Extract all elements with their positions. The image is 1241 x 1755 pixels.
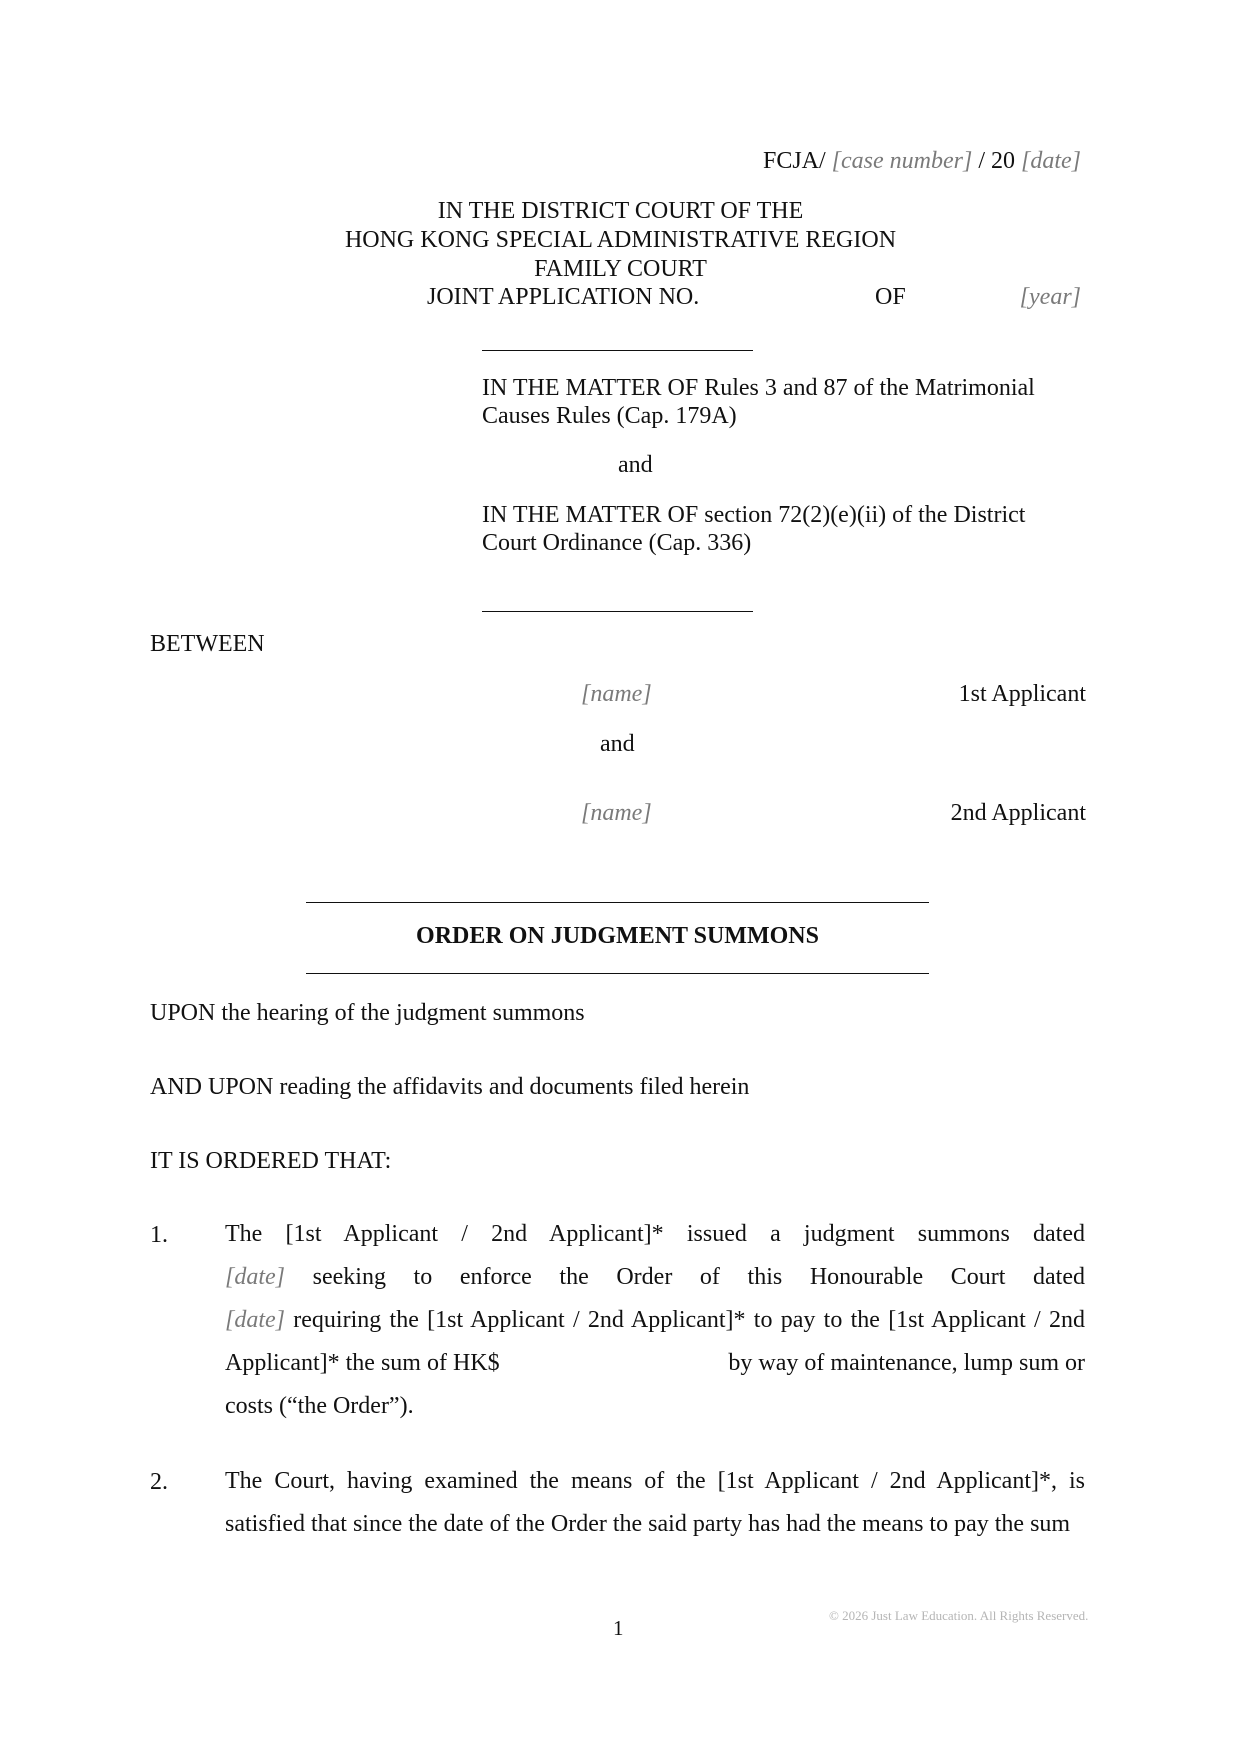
divider-rule: [482, 611, 753, 612]
parties-and: and: [600, 731, 635, 757]
case-ref-prefix: FCJA/: [762, 148, 826, 174]
title-top-rule: [306, 902, 929, 903]
copyright-notice: © 2026 Just Law Education. All Rights Reserved.: [829, 1608, 1089, 1623]
between-label: BETWEEN: [150, 631, 265, 657]
year-placeholder: [year]: [1019, 284, 1081, 310]
paragraph-2-line: satisfied that since the date of the Order the said party has had the means to pay the sum: [225, 1511, 1071, 1537]
matter-second-line1: IN THE MATTER OF section 72(2)(e)(ii) of the District: [482, 502, 1026, 528]
title-bottom-rule: [306, 973, 929, 974]
application-of-label: OF: [875, 284, 906, 310]
divider-rule: [482, 350, 753, 351]
second-party-name-placeholder: [name]: [581, 800, 652, 826]
case-reference: [763, 148, 1081, 175]
first-party-role: 1st Applicant: [958, 681, 1086, 707]
paragraph-1: [225, 1213, 1085, 1428]
recital-reading: AND UPON reading the affidavits and documents filed herein: [150, 1074, 750, 1100]
order-date-placeholder: [date]: [225, 1307, 285, 1333]
recital-hearing: UPON the hearing of the judgment summons: [150, 1000, 585, 1026]
page-number: 1: [613, 1616, 624, 1640]
court-heading-line1: IN THE DISTRICT COURT OF THE: [437, 198, 804, 224]
paragraph-2: [225, 1460, 1085, 1546]
matter-and: and: [618, 452, 653, 478]
court-heading-line3: FAMILY COURT: [534, 256, 707, 282]
paragraph-1-line: costs (“the Order”).: [225, 1393, 414, 1419]
paragraph-1-line: [225, 1342, 1085, 1385]
matter-first-line2: Causes Rules (Cap. 179A): [482, 403, 737, 429]
matter-second-line2: Court Ordinance (Cap. 336): [482, 530, 752, 556]
matter-first-line1: IN THE MATTER OF Rules 3 and 87 of the Matrimonial: [482, 375, 1035, 401]
paragraph-1-text: by way of maintenance, lump sum or: [728, 1350, 1085, 1376]
paragraph-2-line: The Court, having examined the means of the [1st Applicant / 2nd Applicant]*, is: [225, 1468, 1085, 1494]
paragraph-1-number: 1.: [150, 1222, 168, 1248]
case-date-placeholder: [date]: [1021, 148, 1081, 174]
case-ref-separator: / 20: [978, 148, 1015, 174]
second-party-role: 2nd Applicant: [950, 800, 1086, 826]
paragraph-1-text: seeking to enforce the Order of this Honourable Court dated: [312, 1264, 1085, 1290]
court-heading-line2: HONG KONG SPECIAL ADMINISTRATIVE REGION: [344, 227, 897, 253]
paragraph-1-line: [225, 1256, 1085, 1299]
case-number-placeholder: [case number]: [831, 148, 973, 174]
paragraph-1-line: The [1st Applicant / 2nd Applicant]* issued a judgment summons dated: [225, 1221, 1085, 1247]
application-number-label: JOINT APPLICATION NO.: [427, 284, 700, 310]
recital-ordered: IT IS ORDERED THAT:: [150, 1148, 392, 1174]
paragraph-1-text: Applicant]* the sum of HK$: [225, 1350, 500, 1376]
first-party-name-placeholder: [name]: [581, 681, 652, 707]
paragraph-2-number: 2.: [150, 1469, 168, 1495]
document-title: ORDER ON JUDGMENT SUMMONS: [416, 923, 819, 949]
paragraph-1-line: [225, 1299, 1085, 1342]
order-date-placeholder: [date]: [225, 1264, 285, 1290]
paragraph-1-text: requiring the [1st Applicant / 2nd Applicant]* to pay to the [1st Applicant / 2nd: [293, 1307, 1085, 1333]
